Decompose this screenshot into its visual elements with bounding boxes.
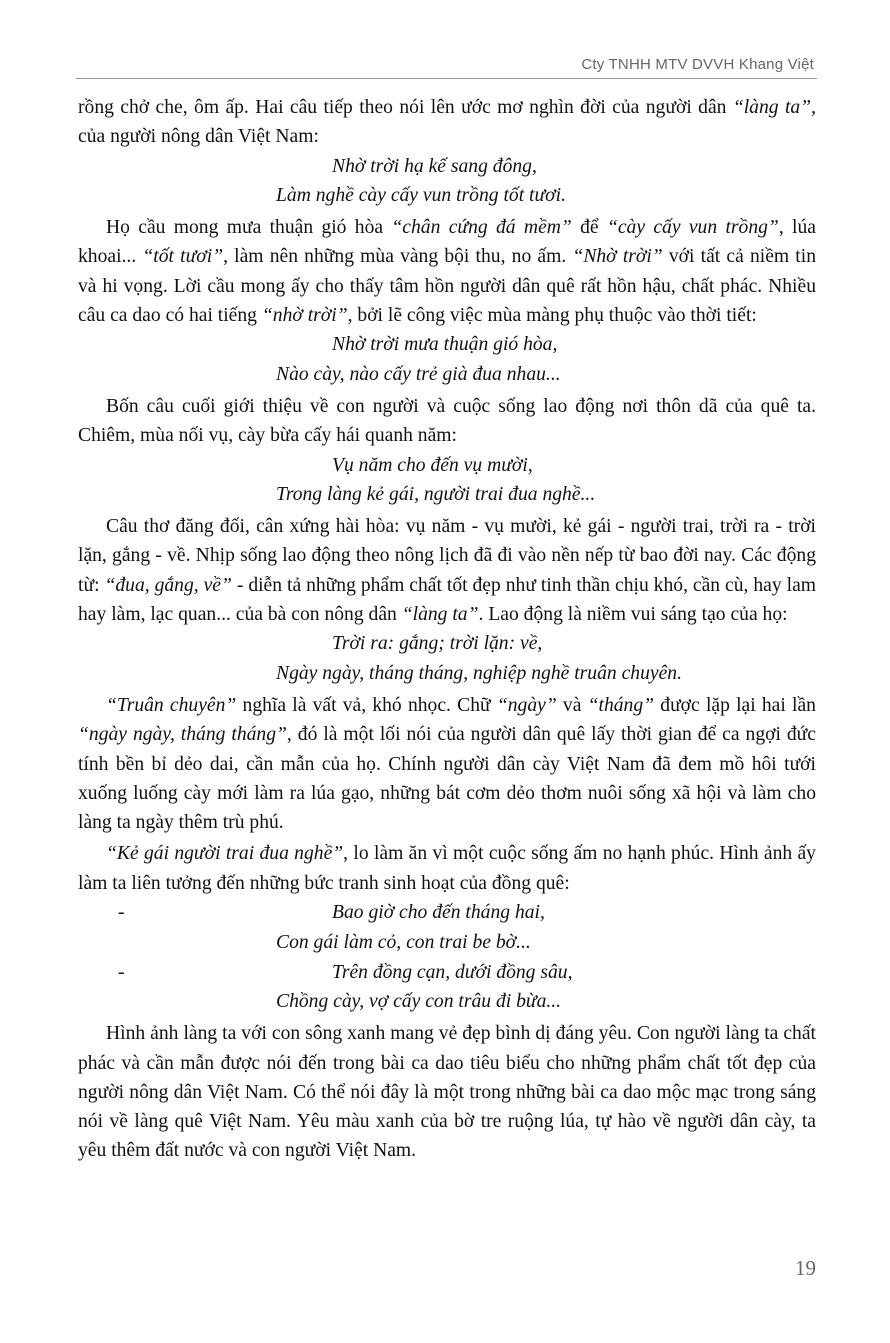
quote: “làng ta” bbox=[732, 97, 812, 118]
text: được lặp lại hai lần bbox=[654, 694, 816, 716]
text: , lúa khoai... bbox=[78, 217, 816, 268]
verse-line: Trong làng kẻ gái, người trai đua nghề... bbox=[276, 484, 596, 506]
quote: “cày cấy vun trồng” bbox=[606, 217, 779, 239]
verse-text: Bao giờ cho đến tháng hai, bbox=[332, 902, 545, 924]
text: để bbox=[571, 217, 607, 239]
text: , bởi lẽ công việc mùa màng phụ thuộc vào thời tiết: bbox=[347, 305, 757, 327]
quote: “nhờ trời” bbox=[261, 305, 348, 327]
verse-line: Nhờ trời hạ kế sang đông, bbox=[332, 155, 537, 177]
text: với tất cả niềm tin và hi vọng. Lời cầu mong ấy cho thấy tâm hồn người dân quê rất hồn hậu, chất phác. Nhiều câu ca dao có hai tiếng bbox=[78, 246, 816, 327]
verse-line: Ngày ngày, tháng tháng, nghiệp nghề truân chuyên. bbox=[276, 663, 682, 685]
quote: “chân cứng đá mềm” bbox=[391, 217, 572, 239]
paragraph-1 bbox=[78, 93, 816, 152]
verse-line: Làm nghề cày cấy vun trồng tốt tươi. bbox=[276, 185, 566, 207]
quote: “làng ta” bbox=[401, 604, 479, 626]
verse-line: Nhờ trời mưa thuận gió hòa, bbox=[332, 334, 558, 356]
paragraph-2 bbox=[78, 213, 816, 330]
paragraph-3: Bốn câu cuối giới thiệu về con người và cuộc sống lao động nơi thôn dã của quê ta. Chiêm, mùa nối vụ, cày bừa cấy hái quanh năm: bbox=[78, 395, 816, 447]
verse-line: Vụ năm cho đến vụ mười, bbox=[332, 454, 533, 476]
paragraph-7: Hình ảnh làng ta với con sông xanh mang vẻ đẹp bình dị đáng yêu. Con người làng ta chất phác và cần mẫn được nói đến trong bài ca dao tiêu biểu cho những phẩm chất tốt đẹp của người nông dân Việt Nam. Có thể nói đây là một trong những bài ca dao mộc mạc trong sáng nói về làng quê Việt Nam. Yêu màu xanh của bờ tre ruộng lúa, tự hào về người dân cày, ta yêu thêm đất nước và con người Việt Nam. bbox=[78, 1023, 816, 1162]
text: và bbox=[556, 694, 588, 716]
quote: “ngày” bbox=[496, 694, 557, 716]
quote: “tốt tươi” bbox=[142, 246, 224, 268]
page-body bbox=[78, 93, 816, 1166]
text: , lo làm ăn vì một cuộc sống ấm no hạnh phúc. Hình ảnh ấy làm ta liên tưởng đến những bức tranh sinh hoạt của đồng quê: bbox=[78, 843, 816, 894]
verse-line: - Trên đồng cạn, dưới đồng sâu, bbox=[118, 961, 573, 983]
text: nghĩa là vất vả, khó nhọc. Chữ bbox=[236, 694, 497, 716]
text: - diễn tả những phẩm chất tốt đẹp như tinh thần chịu khó, cần cù, hay lam hay làm, lạc quan... của bà con nông dân bbox=[78, 574, 817, 626]
quote: “Nhờ trời” bbox=[572, 246, 663, 268]
quote: “đua, gắng, về” bbox=[104, 574, 232, 596]
verse-line: Nào cày, nào cấy trẻ già đua nhau... bbox=[276, 364, 561, 386]
quote: “tháng” bbox=[587, 694, 655, 716]
page-number: 19 bbox=[795, 1256, 816, 1280]
text: , của người nông dân Việt Nam: bbox=[78, 97, 816, 148]
verse-line: - Bao giờ cho đến tháng hai, bbox=[118, 902, 545, 924]
quote: “Truân chuyên” bbox=[106, 694, 237, 716]
text: , đó là một lối nói của người dân quê lấy thời gian để ca ngợi đức tính bền bỉ dẻo dai, cần mẫn của họ. Chính người dân cày Việt Nam đã đem mồ hôi tưới xuống luống cày mới làm ra lúa gạo, những bát cơm dẻo thơm nuôi sống xã hội và làm cho làng ta ngày thêm trù phú. bbox=[78, 724, 816, 834]
paragraph-4 bbox=[78, 512, 816, 629]
text: rồng chở che, ôm ấp. Hai câu tiếp theo nói lên ước mơ nghìn đời của người dân bbox=[78, 97, 733, 118]
text: . Lao động là niềm vui sáng tạo của họ: bbox=[478, 604, 788, 626]
running-header: Cty TNHH MTV DVVH Khang Việt bbox=[581, 56, 814, 73]
paragraph-6 bbox=[78, 839, 816, 898]
verse-line: Con gái làm cỏ, con trai be bờ... bbox=[276, 931, 531, 953]
verse-line: Trời ra: gắng; trời lặn: về, bbox=[332, 633, 543, 655]
quote: “Kẻ gái người trai đua nghề” bbox=[106, 843, 344, 865]
text: , làm nên những mùa vàng bội thu, no ấm. bbox=[223, 246, 573, 268]
header-divider bbox=[76, 78, 817, 79]
quote: “ngày ngày, tháng tháng” bbox=[78, 724, 287, 746]
verse-text: Trên đồng cạn, dưới đồng sâu, bbox=[332, 961, 573, 983]
text: Họ cầu mong mưa thuận gió hòa bbox=[106, 217, 392, 239]
paragraph-5 bbox=[78, 691, 816, 837]
text: Câu thơ đăng đối, cân xứng hài hòa: vụ năm - vụ mười, kẻ gái - người trai, trời ra - trời lặn, gắng - về. Nhịp sống lao động theo nông lịch đã đi vào nền nếp từ bao đời nay. Các động từ: bbox=[78, 516, 816, 596]
verse-line: Chồng cày, vợ cấy con trâu đi bừa... bbox=[276, 991, 562, 1013]
